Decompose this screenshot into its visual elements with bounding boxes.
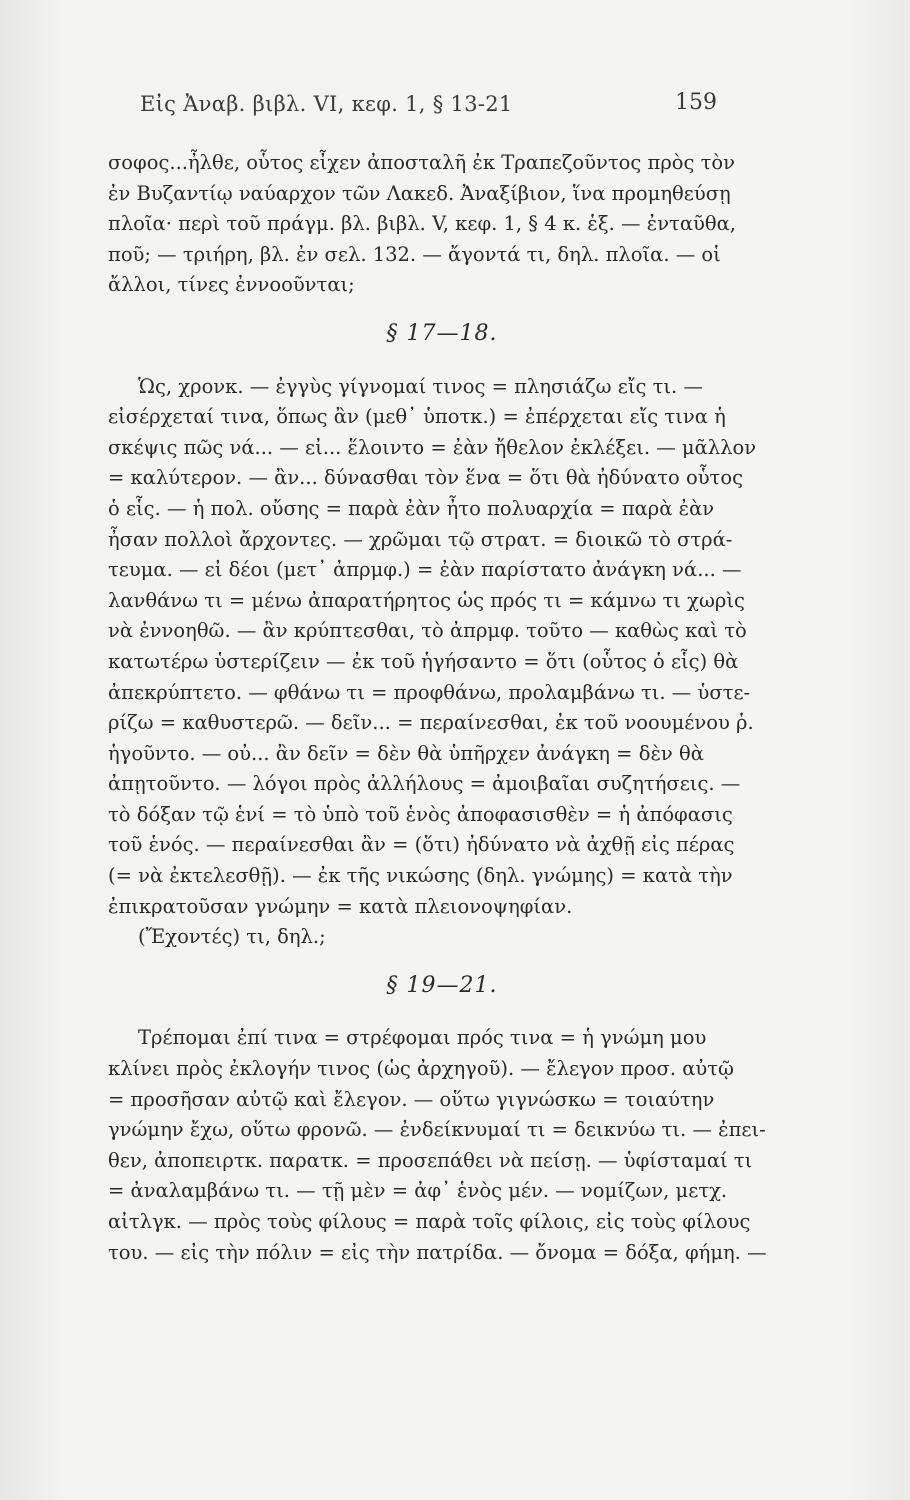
text-line: λανθάνω τι = μένω ἀπαρατήρητος ὡς πρός τι = κάμνω τι χωρὶς [108,588,745,612]
intro-paragraph [108,148,776,301]
text-line: ρίζω = καθυστερῶ. — δεῖν... = περαίνεσθαι, ἐκ τοῦ νοουμένου ῥ. [108,711,754,735]
text-line: Ὡς, χρονκ. — ἐγγὺς γίγνομαί τινος = πλησιάζω εἴς τι. — [138,374,703,398]
text-line: = καλύτερον. — ἂν... δύνασθαι τὸν ἕνα = ὅτι θὰ ἠδύνατο οὗτος [108,466,743,490]
text-line: ἄλλοι, τίνες ἐννοοῦνται; [108,273,355,297]
text-line: σοφος...ἦλθε, οὗτος εἶχεν ἀποσταλῆ ἐκ Τραπεζοῦντος πρὸς τὸν [108,151,736,174]
section-19-21-paragraph [108,1023,776,1268]
text-line: Τρέπομαι ἐπί τινα = στρέφομαι πρός τινα = ἡ γνώμη μου [138,1026,707,1050]
text-line: εἰσέρχεταί τινα, ὅπως ἂν (μεθ᾽ ὑποτκ.) = ἐπέρχεται εἴς τινα ἡ [108,405,726,429]
text-line: θεν, ἀποπειρτκ. παρατκ. = προσεπάθει νὰ πείσῃ. — ὑφίσταμαί τι [108,1148,753,1172]
text-line: ἀπεκρύπτετο. — φθάνω τι = προφθάνω, προλαμβάνω τι. — ὑστε- [108,680,751,704]
text-line: ἦσαν πολλοὶ ἄρχοντες. — χρῶμαι τῷ στρατ. = διοικῶ τὸ στρά- [108,527,733,551]
page-body [108,148,776,1268]
section-heading-19-21: § 19—21. [386,972,498,998]
text-line: ἐπικρατοῦσαν γνώμην = κατὰ πλειονοψηφίαν. [108,894,573,918]
text-line: ἐν Βυζαντίῳ ναύαρχον τῶν Λακεδ. Ἀναξίβιον, ἵνα προμηθεύσῃ [108,181,731,205]
running-title: Εἰς Ἀναβ. βιβλ. VI, κεφ. 1, § 13-21 [140,92,513,116]
text-line: νὰ ἐννοηθῶ. — ἂν κρύπτεσθαι, τὸ ἀπρμφ. τοῦτο — καθὼς καὶ τὸ [108,619,747,643]
text-line: κλίνει πρὸς ἐκλογήν τινος (ὡς ἀρχηγοῦ). — ἔλεγον προσ. αὐτῷ [108,1057,734,1081]
text-line: του. — εἰς τὴν πόλιν = εἰς τὴν πατρίδα. — ὄνομα = δόξα, φήμη. — [108,1240,767,1264]
text-line: κατωτέρω ὑστερίζειν — ἐκ τοῦ ἡγήσαντο = ὅτι (οὗτος ὁ εἷς) θὰ [108,649,739,673]
section-17-18-paragraph [108,372,776,953]
text-line: ἡγοῦντο. — οὐ... ἂν δεῖν = δὲν θὰ ὑπῆρχεν ἀνάγκη = δὲν θὰ [108,741,704,765]
text-line: ἀπῃτοῦντο. — λόγοι πρὸς ἀλλήλους = ἀμοιβαῖαι συζητήσεις. — [108,772,741,796]
text-line: (Ἔχοντές) τι, δηλ.; [138,925,326,949]
text-line: = ἀναλαμβάνω τι. — τῇ μὲν = ἀφ᾽ ἑνὸς μέν. — νομίζων, μετχ. [108,1179,728,1203]
text-line: ὁ εἷς. — ἡ πολ. οὔσης = παρὰ ἐὰν ἦτο πολυαρχία = παρὰ ἐὰν [108,496,715,520]
text-line: = προσῆσαν αὐτῷ καὶ ἔλεγον. — οὕτω γιγνώσκω = τοιαύτην [108,1087,715,1111]
text-line: αἰτλγκ. — πρὸς τοὺς φίλους = παρὰ τοῖς φίλοις, εἰς τοὺς φίλους [108,1210,751,1233]
text-line: τευμα. — εἰ δέοι (μετ᾽ ἀπρμφ.) = ἐὰν παρίστατο ἀνάγκη νά... — [108,558,742,582]
text-line: πλοῖα· περὶ τοῦ πράγμ. βλ. βιβλ. V, κεφ. 1, § 4 κ. ἑξ. — ἐνταῦθα, [108,212,736,236]
text-line: τοῦ ἑνός. — περαίνεσθαι ἂν = (ὅτι) ἠδύνατο νὰ ἀχθῇ εἰς πέρας [108,833,735,857]
text-line: γνώμην ἔχω, οὕτω φρονῶ. — ἐνδείκνυμαί τι = δεικνύω τι. — ἐπει- [108,1118,766,1142]
text-line: τὸ δόξαν τῷ ἑνί = τὸ ὑπὸ τοῦ ἑνὸς ἀποφασισθὲν = ἡ ἀπόφασις [108,802,733,826]
page-number: 159 [675,90,717,115]
text-line: σκέψις πῶς νά... — εἰ... ἕλοιντο = ἐὰν ἤθελον ἐκλέξει. — μᾶλλον [108,435,757,459]
section-heading-17-18: § 17—18. [386,320,498,346]
text-line: ποῦ; — τριήρη, βλ. ἐν σελ. 132. — ἄγοντά τι, δηλ. πλοῖα. — οἱ [108,242,721,266]
text-line: (= νὰ ἐκτελεσθῇ). — ἐκ τῆς νικώσης (δηλ. γνώμης) = κατὰ τὴν [108,864,733,888]
